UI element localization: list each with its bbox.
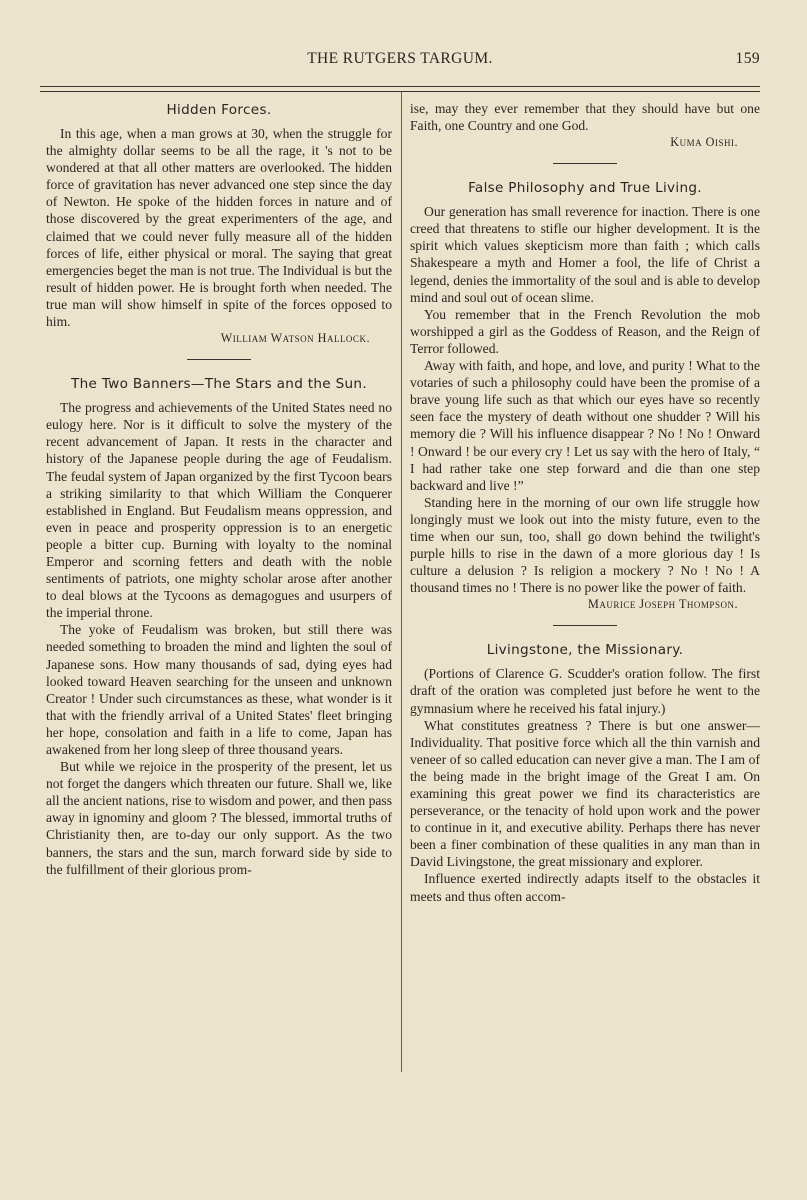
article-paragraph: (Portions of Clarence G. Scudder's oration follow. The first draft of the oration was completed just before he went to the gymnasium where he received his fatal injury.) — [410, 666, 760, 716]
continuation-paragraph: ise, may they ever remember that they should have but one Faith, one Country and one God. — [410, 101, 760, 134]
article-paragraph: Away with faith, and hope, and love, and purity ! What to the votaries of such a philosophy could have been the promise of a brave young life such as that which our eyes have so recently seen face the mystery of death without one shudder ? Will his memory die ? Will his influence disappear ? No ! No ! Onward ! Onward ! be our every cry ! Let us say with the hero of Italy, “ I had rather take one step forward and die than one step backward and live !” — [410, 358, 760, 493]
article-paragraph: Standing here in the morning of our own life struggle how longingly must we look out into the misty future, even to the time when our sun, too, shall go down behind the twilight's purple hills to rise in the dawn of a more glorious day ! Is culture a delusion ? Is religion a mockery ? No ! No ! A thousand times no ! There is no power like the power of faith. — [410, 494, 760, 596]
right-column — [410, 100, 760, 905]
section-separator — [553, 163, 617, 164]
article-paragraph: In this age, when a man grows at 30, when the struggle for the almighty dollar seems to be all the rage, it 's not to be wondered at that all other matters are overlooked. The hidden force of gravitation has never advanced one step since the day of Newton. He spoke of the hidden forces in nature and of those discovered by the great experimenters of the age, and claimed that we could never fully measure all of the hidden forces of life, either physical or moral. The saying that great emergencies beget the man is not true. The Individual is but the result of hidden power. He is brought forth when needed. The true man will show himself in spite of the forces opposed to him. — [46, 126, 392, 330]
article-paragraph: You remember that in the French Revolution the mob worshipped a girl as the Goddess of Reason, and the Reign of Terror followed. — [410, 306, 760, 356]
column-divider — [401, 92, 402, 1072]
section-separator — [553, 625, 617, 626]
article-paragraph: Influence exerted indirectly adapts itself to the obstacles it meets and thus often accom- — [410, 871, 760, 904]
header-rule-bottom — [40, 91, 760, 92]
article-heading: Livingstone, the Missionary. — [486, 642, 684, 659]
page-number: 159 — [735, 50, 760, 67]
journal-title: THE RUTGERS TARGUM. — [307, 50, 493, 67]
article-two-banners — [46, 374, 392, 878]
left-column — [46, 100, 392, 878]
article-heading: Hidden Forces. — [166, 102, 272, 118]
header-rule-top — [40, 86, 760, 87]
article-heading: The Two Banners—The Stars and the Sun. — [71, 376, 367, 393]
author-signature: William Watson Hallock. — [220, 331, 370, 346]
article-paragraph: But while we rejoice in the prosperity of the present, let us not forget the dangers which threaten our future. Shall we, like all the ancient nations, rise to wisdom and power, and then pass away in ignominy and gloom ? The blessed, immortal truths of Christianity then, are to-day our only support. As the two banners, the stars and the sun, march forward side by side to the fulfillment of their glorious prom- — [46, 759, 392, 877]
article-false-philosophy — [410, 178, 760, 613]
article-paragraph: The progress and achievements of the United States need no eulogy here. Nor is it difficult to solve the mystery of the recent advancement of Japan. It rests in the character and history of the Japanese people during the age of Feudalism. The feudal system of Japan organized by the first Tycoon bears a striking similarity to that which William the Conquerer established in England. But Feudalism means oppression, and even in peace and prosperity oppression is to an energetic people a bitter cup. Burning with loyalty to the nominal Emperor and scorning fetters and death with the noble sentiments of patriots, one mighty scholar arose after another to deal blows at the Tycoons as demagogues and usurpers of the imperial throne. — [46, 400, 392, 621]
page-header — [40, 50, 760, 72]
article-paragraph: The yoke of Feudalism was broken, but still there was needed something to broaden the mind and lighten the soul of Japanese sons. How many thousands of sad, dying eyes had looked toward Heaven searching for the unseen and unknown Creator ! Under such circumstances as these, what wonder is it that with the friendly arrival of a United States' fleet bringing her hope, consolation and faith in a life to come, Japan has awakened from her long sleep of three thousand years. — [46, 622, 392, 757]
article-heading: False Philosophy and True Living. — [468, 180, 702, 197]
author-signature: Maurice Joseph Thompson. — [588, 597, 738, 612]
article-paragraph: Our generation has small reverence for inaction. There is one creed that threatens to stifle our higher development. It is the spirit which values skepticism more than faith ; which calls Shakespeare a myth and Homer a fool, the life of Christ a legend, denies the immortality of the soul and is able to develop mind and soul out of ocean slime. — [410, 204, 760, 305]
article-hidden-forces — [46, 100, 392, 347]
author-signature: Kuma Oishi. — [670, 135, 738, 150]
article-livingstone — [410, 640, 760, 904]
article-paragraph: What constitutes greatness ? There is but one answer—Individuality. That positive force which all the thin varnish and veneer of so called education can never give a man. The I am of the being made in the bright image of the Great I am. On examining this great power we find its characteristics are perseverance, or the tenacity of hold upon work and the power to continue in it, and executive ability. Perhaps there has never been a finer combination of these qualities in any man than in David Livingstone, the great missionary and explorer. — [410, 717, 760, 870]
section-separator — [187, 359, 251, 360]
